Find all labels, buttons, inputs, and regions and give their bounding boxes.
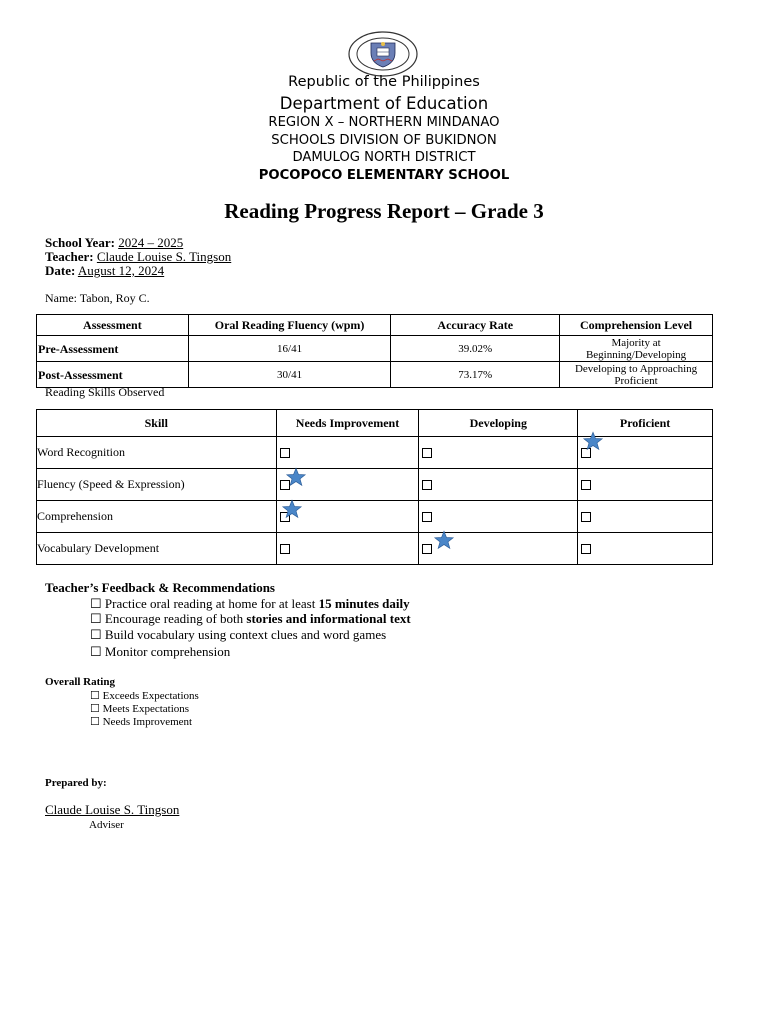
comprehension-value: Majority at Beginning/Developing — [560, 336, 713, 362]
feedback-item — [90, 596, 410, 612]
table-row — [37, 336, 713, 362]
skill-name: Word Recognition — [37, 437, 277, 469]
header-needs-improvement: Needs Improvement — [276, 410, 419, 437]
signatory-name — [45, 802, 179, 818]
school-year-value: 2024 – 2025 — [118, 235, 184, 250]
signatory-role: Adviser — [89, 819, 124, 831]
header-division: SCHOOLS DIVISION OF BUKIDNON — [271, 133, 497, 148]
accuracy-value: 73.17% — [391, 362, 560, 388]
assessment-header-row — [37, 315, 713, 336]
feedback-item-text: ☐ Encourage reading of both — [90, 611, 247, 626]
rating-cell-proficient — [578, 469, 713, 501]
checkbox[interactable] — [422, 480, 432, 490]
table-row — [37, 437, 713, 469]
skills-table — [36, 409, 713, 565]
rating-cell-developing — [419, 469, 578, 501]
feedback-item-text: ☐ Build vocabulary using context clues and word games — [90, 627, 387, 642]
rating-cell-proficient — [578, 437, 713, 469]
feedback-item-text: ☐ Practice oral reading at home for at least — [90, 596, 319, 611]
fluency-value: 16/41 — [188, 336, 391, 362]
rating-option: ☐ Needs Improvement — [90, 716, 193, 728]
header-proficient: Proficient — [578, 410, 713, 437]
header-developing: Developing — [419, 410, 578, 437]
rating-cell-developing — [419, 501, 578, 533]
checkbox[interactable] — [581, 480, 591, 490]
teacher-value: Claude Louise S. Tingson — [96, 249, 232, 264]
feedback-item — [90, 644, 230, 660]
checkbox[interactable] — [422, 544, 432, 554]
rating-option: ☐ Meets Expectations — [90, 703, 190, 715]
header-comprehension: Comprehension Level — [560, 315, 713, 336]
header-skill: Skill — [37, 410, 277, 437]
school-year-label: School Year: — [45, 235, 115, 250]
comprehension-value: Developing to Approaching Proficient — [560, 362, 713, 388]
report-title: Reading Progress Report – Grade 3 — [224, 199, 544, 223]
skill-name: Fluency (Speed & Expression) — [37, 469, 277, 501]
fluency-value: 30/41 — [188, 362, 391, 388]
feedback-item-emphasis: 15 minutes daily — [318, 596, 410, 611]
table-row — [37, 501, 713, 533]
checkbox[interactable] — [422, 448, 432, 458]
header-school: POCOPOCO ELEMENTARY SCHOOL — [258, 168, 510, 183]
date-value: August 12, 2024 — [77, 263, 165, 278]
feedback-heading: Teacher’s Feedback & Recommendations — [45, 580, 275, 595]
assessment-name: Pre-Assessment — [37, 336, 189, 362]
feedback-item — [90, 611, 411, 627]
star-icon — [281, 499, 303, 519]
rating-cell-developing — [419, 437, 578, 469]
rating-cell-proficient — [578, 501, 713, 533]
header-department: Department of Education — [279, 94, 489, 113]
rating-cell-proficient — [578, 533, 713, 565]
header-fluency: Oral Reading Fluency (wpm) — [188, 315, 391, 336]
rating-cell-needs-improvement — [276, 469, 419, 501]
checkbox[interactable] — [581, 512, 591, 522]
student-name: Name: Tabon, Roy C. — [45, 291, 150, 305]
deped-seal-logo — [347, 31, 419, 77]
feedback-item-emphasis: stories and informational text — [246, 611, 411, 626]
skills-header-row — [37, 410, 713, 437]
teacher-label: Teacher: — [45, 249, 94, 264]
header-republic: Republic of the Philippines — [288, 74, 480, 90]
rating-cell-needs-improvement — [276, 533, 419, 565]
star-icon — [285, 467, 307, 487]
skill-name: Vocabulary Development — [37, 533, 277, 565]
header-region: REGION X – NORTHERN MINDANAO — [268, 115, 500, 130]
skills-caption: Reading Skills Observed — [45, 385, 165, 399]
date-line — [45, 264, 164, 278]
star-icon — [433, 530, 455, 550]
assessment-table — [36, 314, 713, 388]
accuracy-value: 39.02% — [391, 336, 560, 362]
rating-cell-needs-improvement — [276, 501, 419, 533]
rating-cell-developing — [419, 533, 578, 565]
teacher-line — [45, 250, 231, 264]
school-year-line — [45, 236, 183, 250]
feedback-item-text: ☐ Monitor comprehension — [90, 644, 231, 659]
header-accuracy: Accuracy Rate — [391, 315, 560, 336]
header-district: DAMULOG NORTH DISTRICT — [292, 150, 476, 165]
star-icon — [582, 431, 604, 451]
checkbox[interactable] — [422, 512, 432, 522]
signatory-name-text: Claude Louise S. Tingson — [45, 802, 180, 817]
assessment-name: Post-Assessment — [37, 362, 189, 388]
checkbox[interactable] — [280, 448, 290, 458]
skill-name: Comprehension — [37, 501, 277, 533]
checkbox[interactable] — [280, 544, 290, 554]
table-row — [37, 469, 713, 501]
rating-cell-needs-improvement — [276, 437, 419, 469]
header-assessment: Assessment — [37, 315, 189, 336]
checkbox[interactable] — [581, 544, 591, 554]
prepared-by-label: Prepared by: — [45, 777, 107, 789]
date-label: Date: — [45, 263, 76, 278]
overall-rating-heading: Overall Rating — [45, 676, 115, 688]
rating-option: ☐ Exceeds Expectations — [90, 690, 199, 702]
table-row — [37, 533, 713, 565]
feedback-item — [90, 627, 386, 643]
table-row — [37, 362, 713, 388]
